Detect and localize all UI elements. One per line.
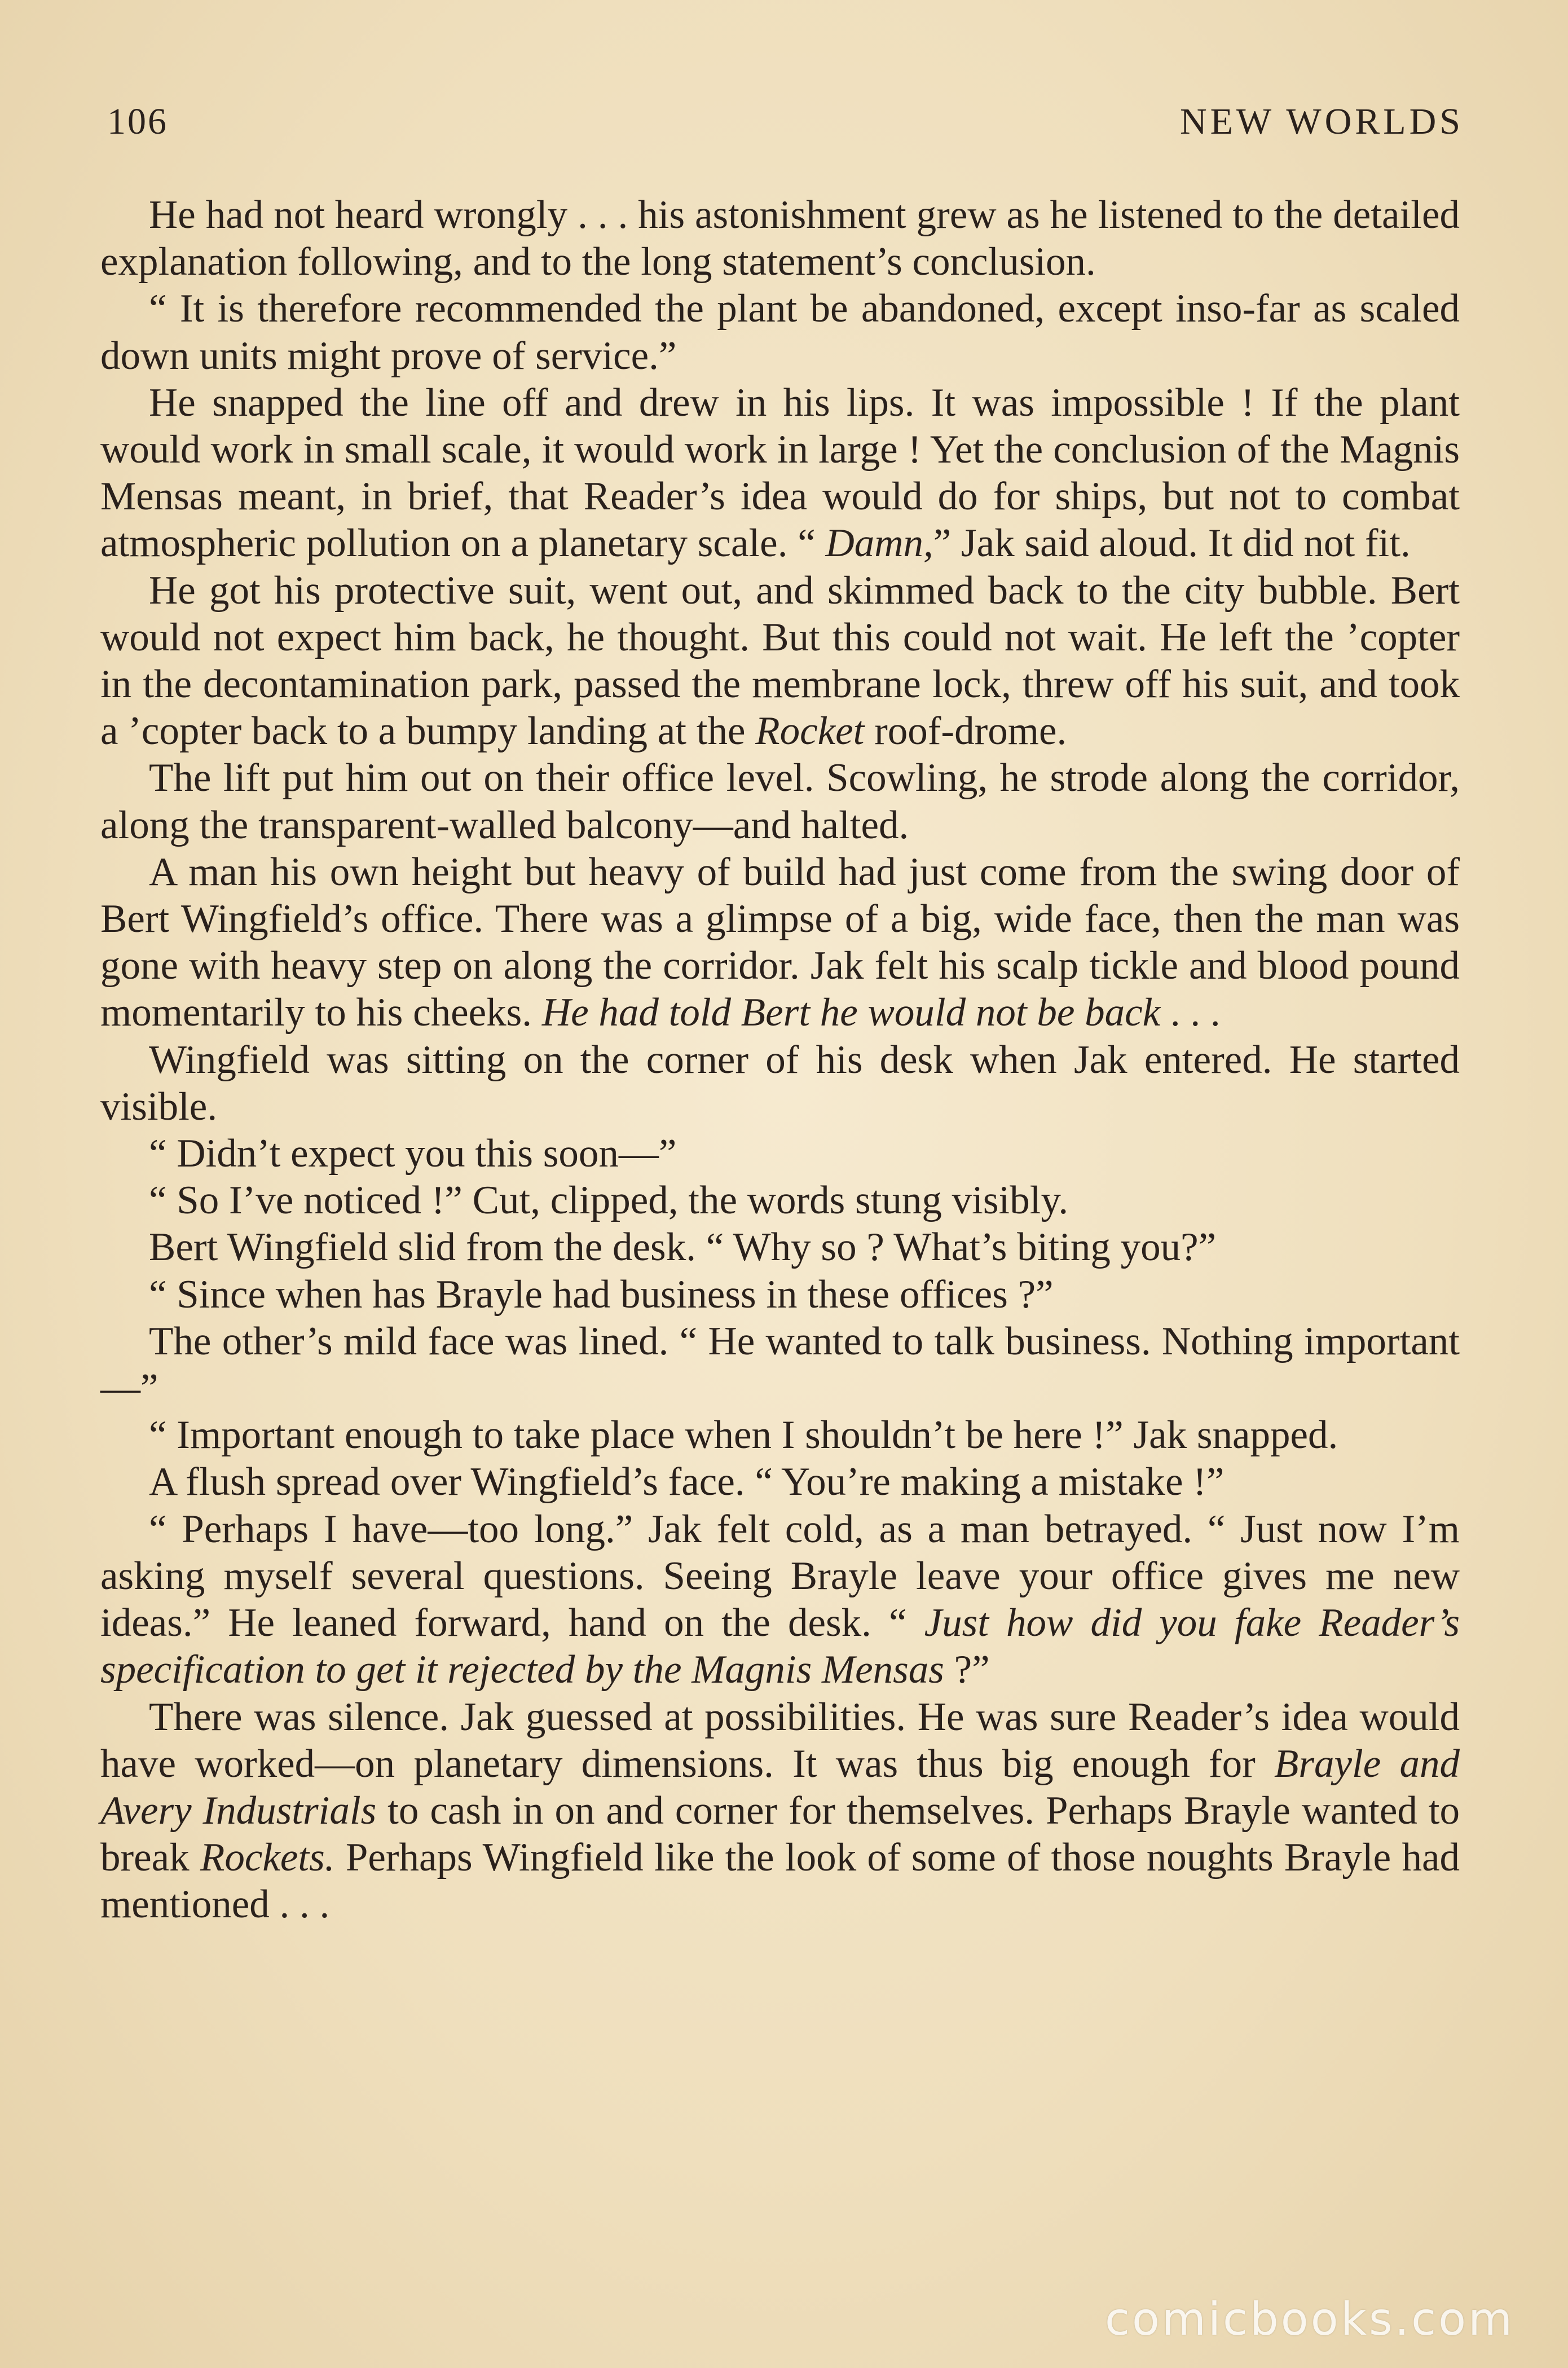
watermark: comicbooks.com [1104, 2293, 1514, 2345]
text-run: “ Perhaps I have—too long.” Jak felt cold, as a man betrayed. “ Just now I’m asking myself several questions. Seeing Brayle leave your office gives me new ideas.” He leaned forward, hand on the desk. “ [100, 1507, 1460, 1645]
paragraph [100, 849, 1460, 1037]
paragraph [100, 1037, 1460, 1130]
text-run: Wingfield was sitting on the corner of his desk when Jak entered. He started visible. [100, 1037, 1460, 1129]
text-run: “ Didn’t expect you this soon—” [149, 1132, 677, 1176]
text-run: Bert Wingfield slid from the desk. “ Why so ? What’s biting you?” [149, 1225, 1217, 1270]
paragraph [100, 380, 1460, 567]
text-run: A man his own height but heavy of build had just come from the swing door of Bert Wingfield’s office. There was a glimpse of a big, wide face, then the man was gone with heavy step on along the corridor. Jak felt his scalp tickle and blood pound momentarily to his cheeks. [100, 850, 1460, 1035]
paragraph [100, 1177, 1460, 1224]
paragraph [100, 192, 1460, 285]
page-number: 106 [107, 101, 168, 142]
running-head: NEW WORLDS [1179, 101, 1464, 142]
paragraph [100, 1130, 1460, 1177]
paragraph [100, 567, 1460, 755]
text-run: “ It is therefore recommended the plant be abandoned, except inso-far as scaled down units might prove of service.” [100, 287, 1460, 378]
paragraph [100, 1459, 1460, 1506]
italic-run: Just how did you fake Reader’s specification to get it rejected by the Magnis Mensas [100, 1601, 1460, 1692]
text-run: He got his protective suit, went out, and skimmed back to the city bubble. Bert would not expect him back, he thought. But this could not wait. He left the ’copter in the decontamination park, passed the membrane lock, threw off his suit, and took a ’copter back to a bumpy landing at the [100, 568, 1460, 754]
text-run: The other’s mild face was lined. “ He wanted to talk business. Nothing important—” [100, 1319, 1460, 1411]
text-run: ” Jak said aloud. It did not fit. [933, 521, 1411, 566]
text-run: The lift put him out on their office level. Scowling, he strode along the corridor, along the transparent-walled balcony—and halted. [100, 756, 1460, 847]
text-run: “ So I’ve noticed !” Cut, clipped, the words stung visibly. [149, 1178, 1069, 1223]
paragraph [100, 755, 1460, 848]
italic-run: Brayle and Avery Industrials [100, 1741, 1460, 1833]
paragraph [100, 1224, 1460, 1271]
text-run: “ Important enough to take place when I shouldn’t be here !” Jak snapped. [149, 1413, 1338, 1458]
italic-run: He had told Bert he would not be back [541, 991, 1161, 1035]
paragraph [100, 1412, 1460, 1459]
paragraph [100, 1694, 1460, 1929]
text-run: Perhaps Wingfield like the look of some of those noughts Brayle had mentioned . . . [100, 1836, 1460, 1927]
text-run: He snapped the line off and drew in his lips. It was impossible ! If the plant would work in small scale, it would work in large ! Yet the conclusion of the Magnis Mensas meant, in brief, that Reader’s idea would do for ships, but not to combat atmospheric pollution on a planetary scale. “ [100, 380, 1460, 566]
page-header [107, 100, 1464, 151]
text-run: He had not heard wrongly . . . his astonishment grew as he listened to the detailed explanation following, and to the long statement’s conclusion. [100, 193, 1460, 284]
text-run: There was silence. Jak guessed at possibilities. He was sure Reader’s idea would have worked—on planetary dimensions. It was thus big enough for [100, 1694, 1460, 1786]
text-run: . . . [1160, 991, 1221, 1035]
paragraph [100, 1271, 1460, 1318]
body-text [100, 192, 1460, 1929]
italic-run: Damn, [825, 521, 933, 566]
paragraph [100, 1318, 1460, 1412]
paragraph [100, 285, 1460, 379]
text-run: roof-drome. [864, 709, 1067, 754]
italic-run: Rockets. [200, 1836, 335, 1880]
paragraph [100, 1506, 1460, 1694]
text-run: A flush spread over Wingfield’s face. “ You’re making a mistake !” [149, 1460, 1225, 1504]
text-run: ?” [944, 1648, 990, 1692]
italic-run: Rocket [755, 709, 865, 754]
text-run: “ Since when has Brayle had business in these offices ?” [149, 1272, 1054, 1317]
text-run: to cash in on and corner for themselves. Perhaps Brayle wanted to break [100, 1788, 1460, 1880]
